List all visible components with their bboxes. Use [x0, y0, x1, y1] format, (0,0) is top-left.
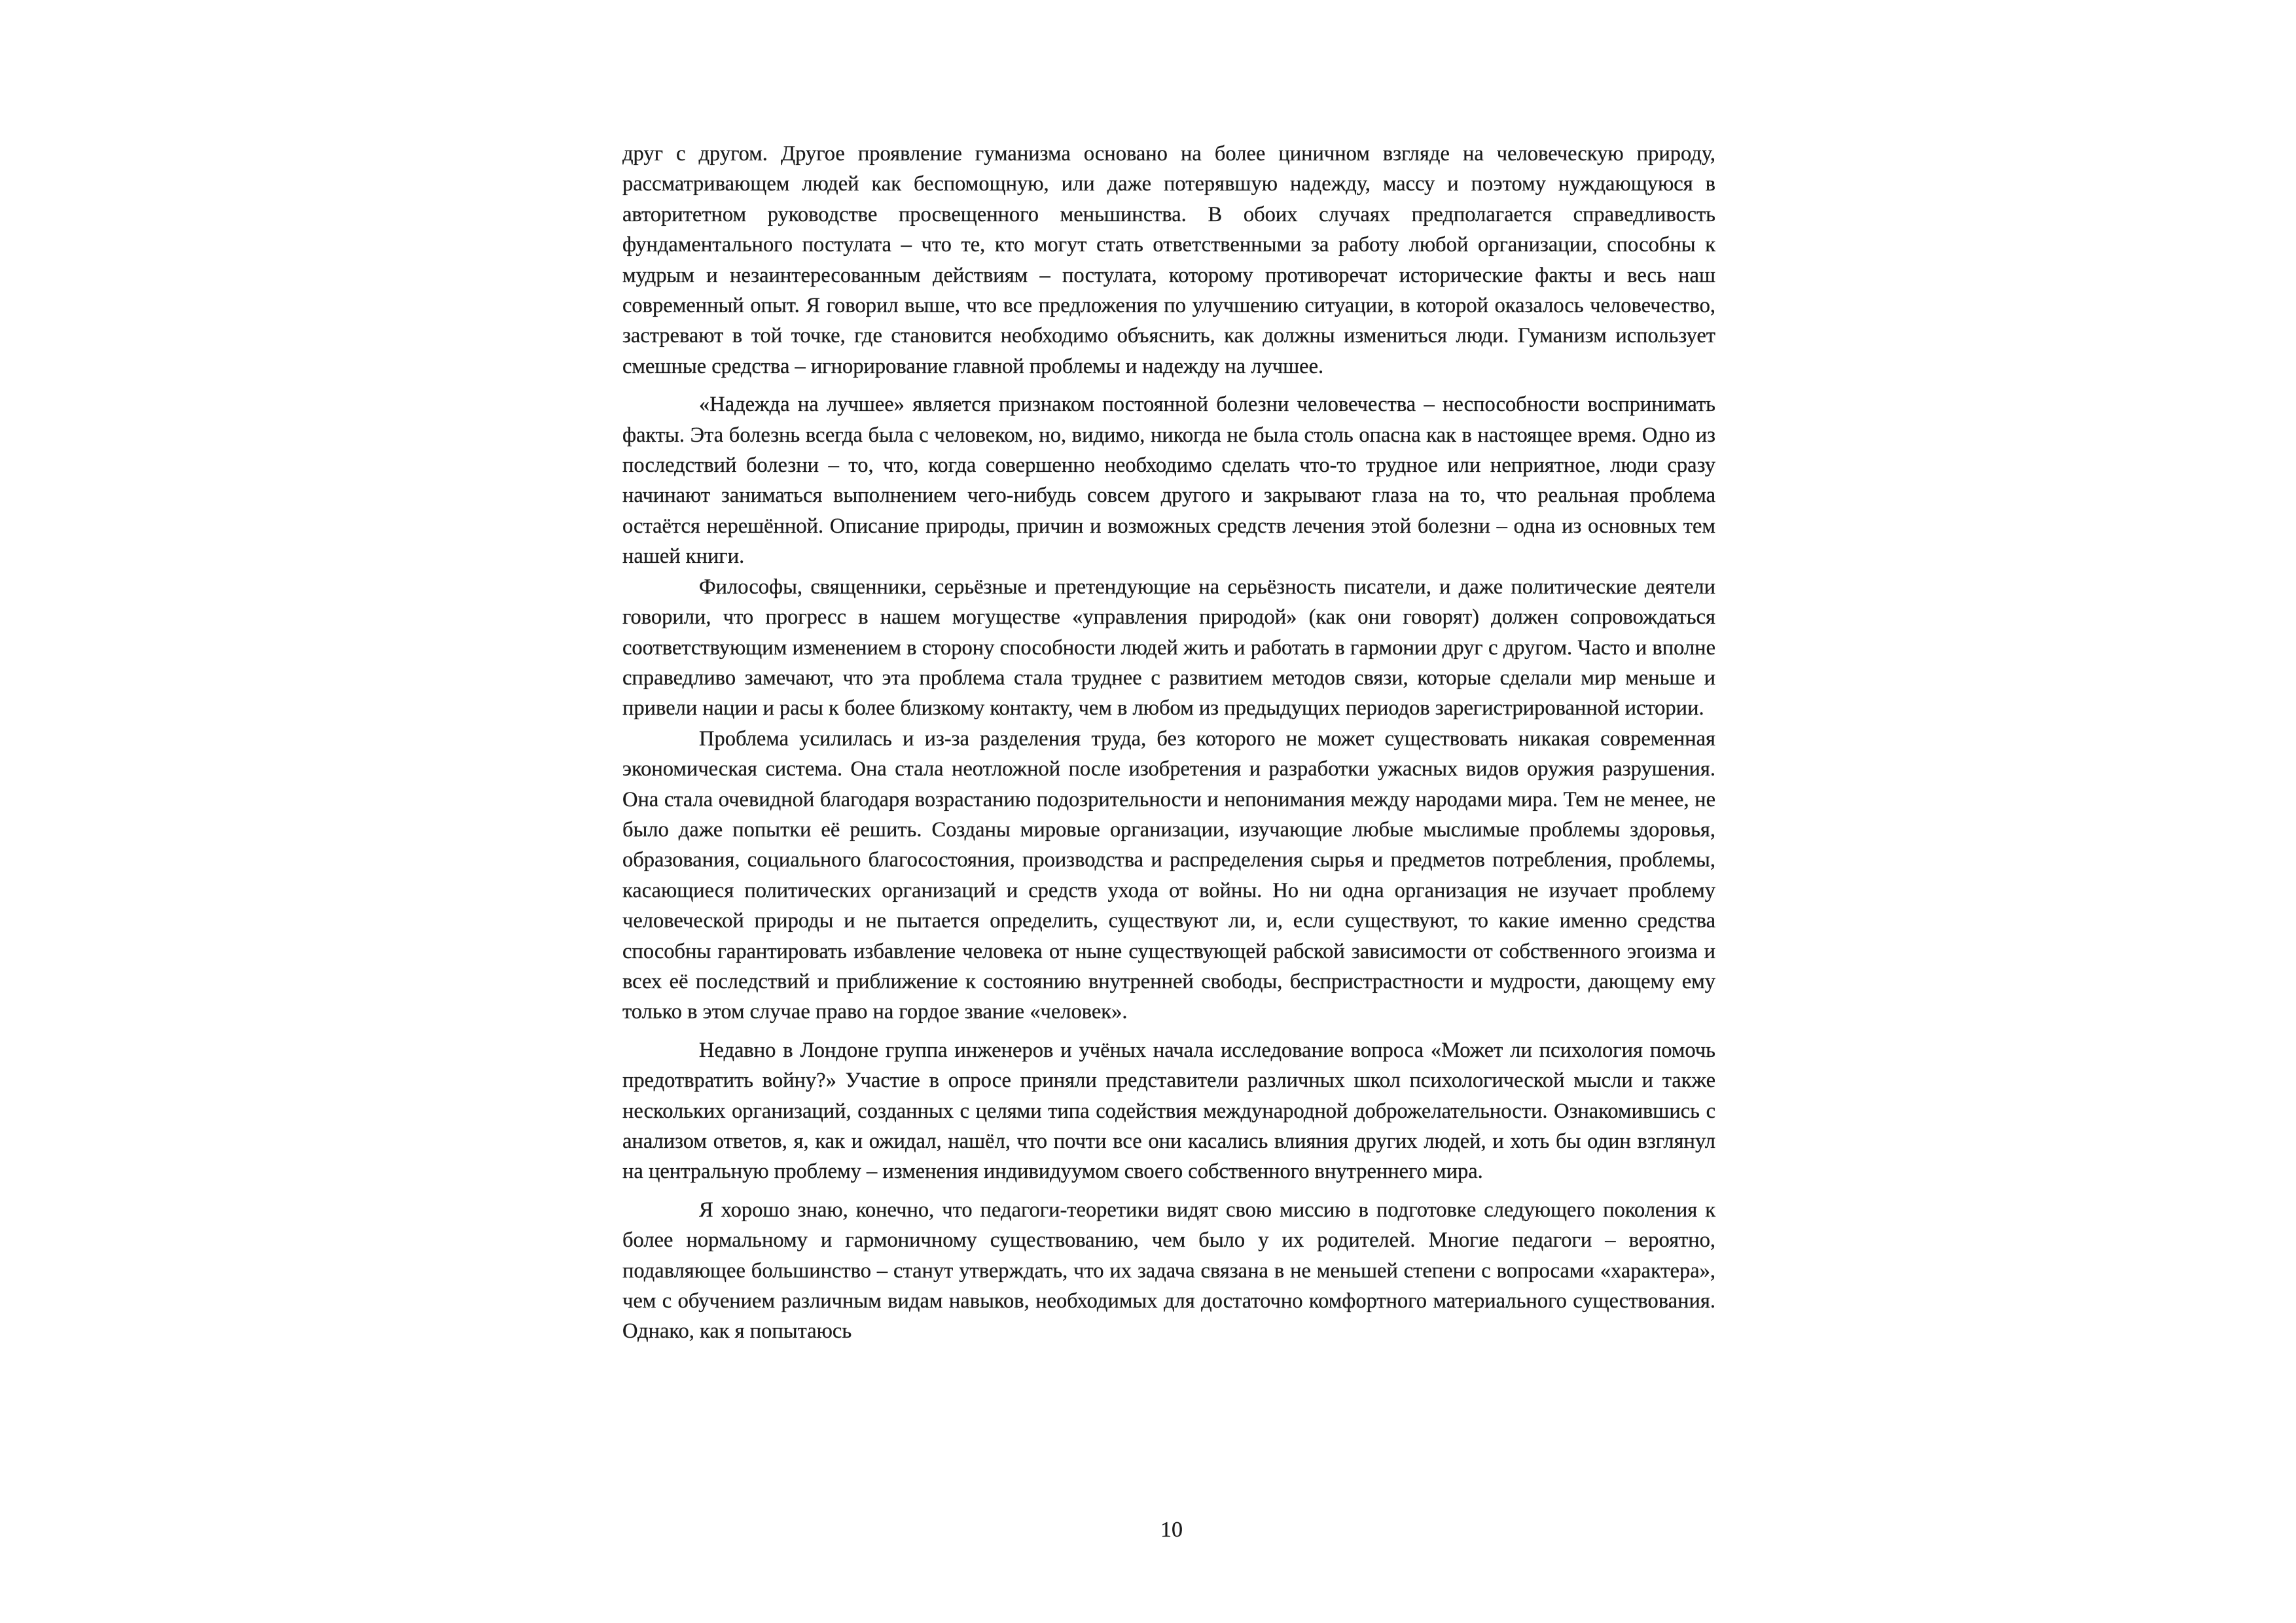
paragraph-3: Философы, священники, серьёзные и претендующие на серьёзность писатели, и даже политические деятели говорили, что прогресс в нашем могуществе «управления природой» (как они говорят) должен сопровождаться соответствующим изменением в сторону способности людей жить и работать в гармонии друг с другом. Часто и вполне справедливо замечают, что эта проблема стала труднее с развитием методов связи, которые сделали мир меньше и привели нации и расы к более близкому контакту, чем в любом из предыдущих периодов зарегистрированной истории. [622, 575, 1715, 721]
paragraph-4: Проблема усилилась и из-за разделения труда, без которого не может существовать никакая современная экономическая система. Она стала неотложной после изобретения и разработки ужасных видов оружия разрушения. Она стала очевидной благодаря возрастанию подозрительности и непонимания между народами мира. Тем не менее, не было даже попытки её решить. Созданы мировые организации, изучающие любые мыслимые проблемы здоровья, образования, социального благосостояния, производства и распределения сырья и предметов потребления, проблемы, касающиеся политических организаций и средств ухода от войны. Но ни одна организация не изучает проблему человеческой природы и не пытается определить, существуют ли, и, если существуют, то какие именно средства способны гарантировать избавление человека от ныне существующей рабской зависимости от собственного эгоизма и всех её последствий и приближение к состоянию внутренней свободы, беспристрастности и мудрости, дающему ему только в этом случае право на гордое звание «человек». [622, 726, 1715, 1024]
paragraph-6: Я хорошо знаю, конечно, что педагоги-теоретики видят свою миссию в подготовке следующего поколения к более нормальному и гармоничному существованию, чем было у их родителей. Многие педагоги – вероятно, подавляющее большинство – станут утверждать, что их задача связана в не меньшей степени с вопросами «характера», чем с обучением различным видам навыков, необходимых для достаточно комфортного материального существования. Однако, как я попытаюсь [622, 1198, 1715, 1344]
paragraph-1: друг с другом. Другое проявление гуманизма основано на более циничном взгляде на человеческую природу, рассматривающем людей как беспомощную, или даже потерявшую надежду, массу и поэтому нуждающуюся в авторитетном руководстве просвещенного меньшинства. В обоих случаях предполагается справедливость фундаментального постулата – что те, кто могут стать ответственными за работу любой организации, способны к мудрым и незаинтересованным действиям – постулата, которому противоречат исторические факты и весь наш современный опыт. Я говорил выше, что все предложения по улучшению ситуации, в которой оказалось человечество, застревают в той точке, где становится необходимо объяснить, как должны измениться люди. Гуманизм использует смешные средства – игнорирование главной проблемы и надежду на лучшее. [622, 142, 1715, 378]
paragraph-5: Недавно в Лондоне группа инженеров и учёных начала исследование вопроса «Может ли психология помочь предотвратить войну?» Участие в опросе приняли представители различных школ психологической мысли и также нескольких организаций, созданных с целями типа содействия международной доброжелательности. Ознакомившись с анализом ответов, я, как и ожидал, нашёл, что почти все они касались влияния других людей, и хоть бы один взглянул на центральную проблему – изменения индивидуумом своего собственного внутреннего мира. [622, 1038, 1715, 1184]
body-text [622, 139, 1715, 1347]
page-number: 10 [1160, 1518, 1183, 1542]
paragraph-2: «Надежда на лучшее» является признаком постоянной болезни человечества – неспособности воспринимать факты. Эта болезнь всегда была с человеком, но, видимо, никогда не была столь опасна как в настоящее время. Одно из последствий болезни – то, что, когда совершенно необходимо сделать что-то трудное или неприятное, люди сразу начинают заниматься выполнением чего-нибудь совсем другого и закрывают глаза на то, что реальная проблема остаётся нерешённой. Описание природы, причин и возможных средств лечения этой болезни – одна из основных тем нашей книги. [622, 393, 1715, 569]
